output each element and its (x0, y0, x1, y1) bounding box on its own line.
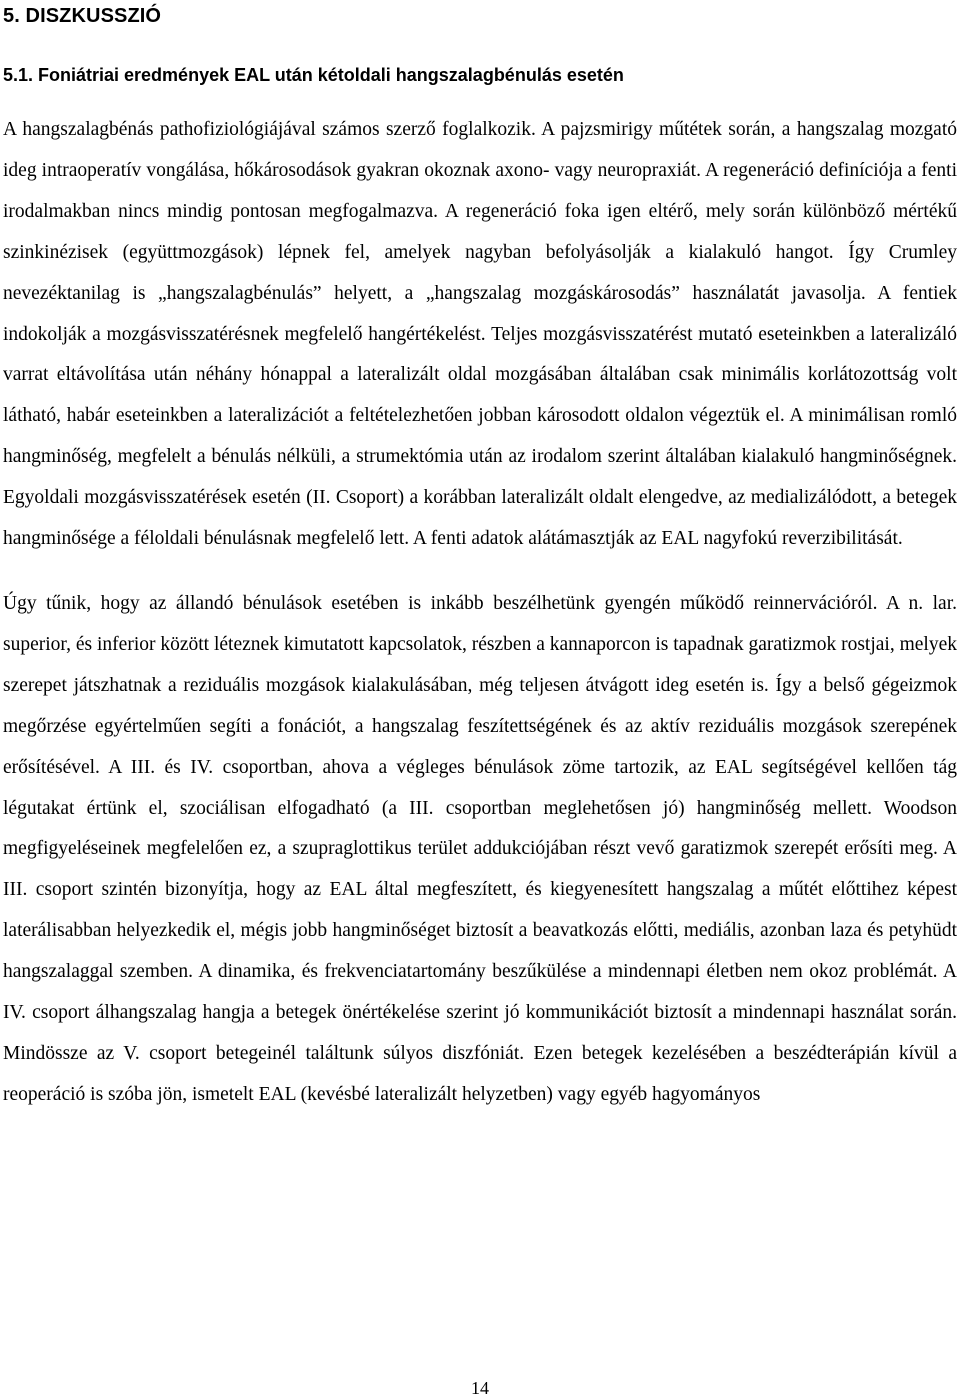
chapter-heading: 5. DISZKUSSZIÓ (3, 5, 162, 27)
body-paragraph: Úgy tűnik, hogy az állandó bénulások esetében is inkább beszélhetünk gyengén működő reinnervációról. A n. lar. superior, és inferior között léteznek kimutatott kapcsolatok, részben a kannaporcon is tapadnak garatizmok rostjai, melyek szerepet játszhatnak a reziduális mozgások kialakulásában, még teljesen átvágott ideg esetén is. Így a belső gégeizmok megőrzése egyértelműen segíti a fonációt, a hangszalag feszítettségének és az aktív reziduális mozgások szerepének erősítésével. A III. és IV. csoportban, ahova a végleges bénulások zöme tartozik, az EAL segítségével kellően tág légutakat értünk el, szociálisan elfogadható (a III. csoportban meglehetősen jó) hangminőség mellett. Woodson megfigyeléseinek megfelelően ez, a szupraglottikus terület addukciójában részt vevő garatizmok szerepét erősíti meg. A III. csoport szintén bizonyítja, hogy az EAL által megfeszített, és kiegyenesített hangszalag a műtét előttihez képest laterálisabban helyezkedik el, mégis jobb hangminőséget biztosít a beavatkozás előtti, mediális, azonban laza és petyhüdt hangszalaggal szemben. A dinamika, és frekvenciatartomány beszűkülése a mindennapi életben nem okoz problémát. A IV. csoport álhangszalag hangja a betegek önértékelése szerint jó kommunikációt biztosít a mindennapi használat során. Mindössze az V. csoport betegeinél találtunk súlyos diszfóniát. Ezen betegek kezelésében a beszédterápián kívül a reoperáció is szóba jön, ismetelt EAL (kevésbé lateralizált helyzetben) vagy egyéb hagyományos (3, 592, 957, 1105)
page-number: 14 (471, 1378, 489, 1398)
section-heading: 5.1. Foniátriai eredmények EAL után kétoldali hangszalagbénulás esetén (3, 65, 624, 85)
body-paragraph: A hangszalagbénás pathofiziológiájával számos szerző foglalkozik. A pajzsmirigy műtétek során, a hangszalag mozgató ideg intraoperatív vongálása, hőkárosodások gyakran okoznak axono- vagy neuropraxiát. A regeneráció definíciója a fenti irodalmakban nincs mindig pontosan megfogalmazva. A regeneráció foka igen eltérő, mely során különböző mértékű szinkinézisek (együttmozgások) lépnek fel, amelyek nagyban befolyásolják a kialakuló hangot. Így Crumley nevezéktanilag is „hangszalagbénulás” helyett, a „hangszalag mozgáskárosodás” használatát javasolja. A fentiek indokolják a mozgásvisszatérésnek megfelelő hangértékelést. Teljes mozgásvisszatérést mutató eseteinkben a lateralizáló varrat eltávolítása után néhány hónappal a lateralizált oldal mozgásában általában csak minimális korlátozottság volt látható, habár eseteinkben a lateralizációt a feltételezhetően jobban károsodott oldalon végeztük el. A minimálisan romló hangminőség, megfelelt a bénulás nélküli, a strumektómia után az irodalom szerint általában kialakuló hangminőségnek. Egyoldali mozgásvisszatérések esetén (II. Csoport) a korábban lateralizált oldalt elengedve, az medializálódott, a betegek hangminősége a féloldali bénulásnak megfelelő lett. A fenti adatok alátámasztják az EAL nagyfokú reverzibilitását. (3, 119, 957, 550)
